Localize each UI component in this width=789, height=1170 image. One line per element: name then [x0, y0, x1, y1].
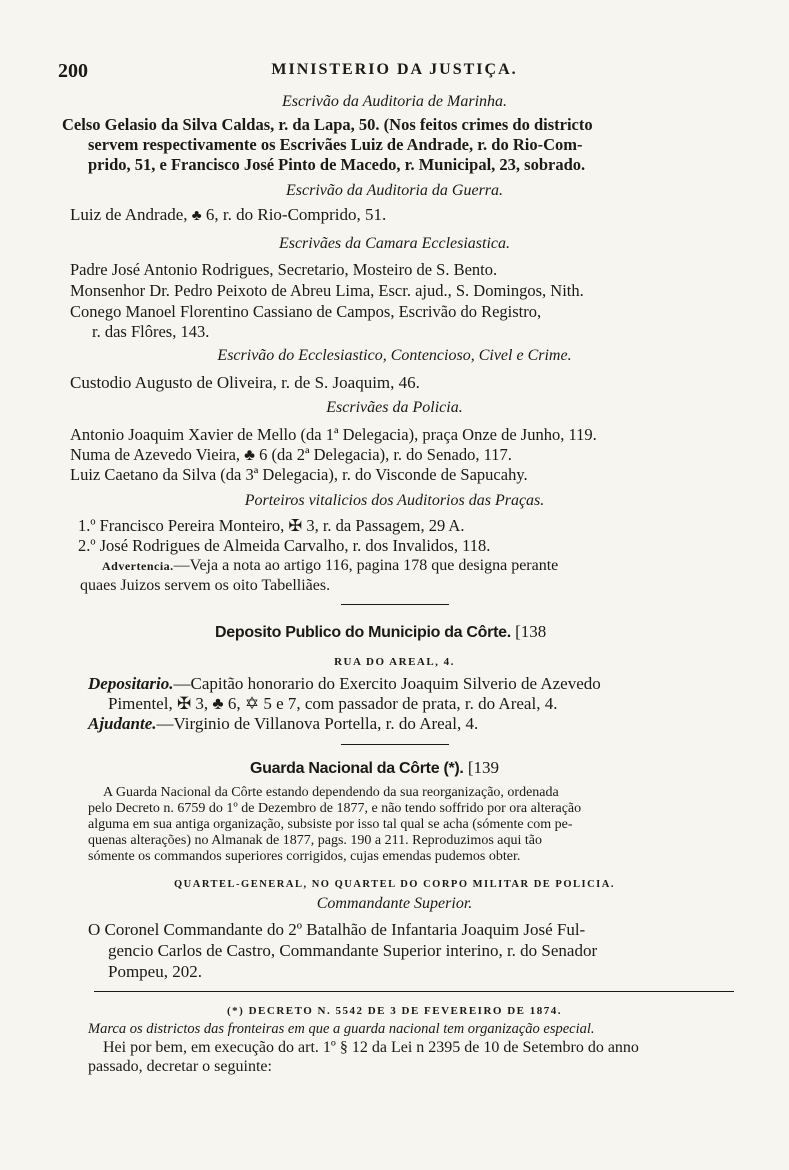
ajudante-line: [88, 714, 789, 734]
deposito-address: RUA DO AREAL, 4.: [334, 656, 455, 668]
heading-porteiros: Porteiros vitalicios dos Auditorios das Praças.: [244, 492, 545, 509]
marinha-line-1: Celso Gelasio da Silva Caldas, r. da Lapa, 50. (Nos feitos crimes do districto: [62, 115, 593, 134]
footnote-divider: [94, 991, 734, 992]
ajudante-text: —Virginio de Villanova Portella, r. do Areal, 4.: [156, 714, 479, 733]
depositario-text-1: —Capitão honorario do Exercito Joaquim Silverio de Azevedo: [173, 674, 601, 693]
advertencia-label: Advertencia.: [102, 559, 174, 573]
depositario-line-1: [88, 674, 789, 694]
guarda-para-4: quenas alterações) no Almanak de 1877, pags. 190 a 211. Reproduzimos aqui tão: [88, 833, 542, 848]
guarda-para-2: pelo Decreto n. 6759 do 1º de Dezembro de 1877, e não tendo soffrido por ora alteração: [88, 801, 582, 816]
advertencia-text-1: —Veja a nota ao artigo 116, pagina 178 que designa perante: [173, 557, 559, 574]
deposito-number: [138: [515, 622, 547, 641]
footnote-line-1: Hei por bem, em execução do art. 1º § 12 da Lei n 2395 de 10 de Setembro do anno: [103, 1039, 639, 1056]
footnote-subtitle: Marca os districtos das fronteiras em que a guarda nacional tem organização especial.: [88, 1021, 595, 1037]
heading-policia: Escrivães da Policia.: [326, 399, 463, 416]
camara-line-3: Conego Manoel Florentino Cassiano de Campos, Escrivão do Registro,: [70, 302, 542, 321]
advertencia-line-1: [102, 556, 789, 576]
divider: [341, 604, 449, 605]
depositario-line-2: Pimentel, ✠ 3, ♣ 6, ✡ 5 e 7, com passador de prata, r. do Areal, 4.: [108, 694, 558, 713]
quartel-general: QUARTEL-GENERAL, NO QUARTEL DO CORPO MILITAR DE POLICIA.: [174, 879, 615, 890]
guarda-para-5: sómente os commandos superiores corrigidos, cujas emendas pudemos obter.: [88, 849, 521, 864]
guarda-para-3: alguma em sua antiga organização, subsiste por isso tal qual se acha (sómente com pe-: [88, 817, 573, 832]
guarda-para-1: A Guarda Nacional da Côrte estando dependendo da sua reorganização, ordenada: [103, 785, 559, 800]
porteiros-line-2: 2.º José Rodrigues de Almeida Carvalho, r. dos Invalidos, 118.: [78, 536, 491, 555]
policia-line-2: Numa de Azevedo Vieira, ♣ 6 (da 2ª Delegacia), r. do Senado, 117.: [70, 445, 512, 464]
camara-line-2: Monsenhor Dr. Pedro Peixoto de Abreu Lima, Escr. ajud., S. Domingos, Nith.: [70, 281, 584, 300]
guarda-number: [139: [467, 758, 499, 777]
ecclesiastico-line: Custodio Augusto de Oliveira, r. de S. Joaquim, 46.: [70, 373, 420, 392]
camara-line-1: Padre José Antonio Rodrigues, Secretario, Mosteiro de S. Bento.: [70, 260, 498, 279]
guarda-title: Guarda Nacional da Côrte (*).: [250, 760, 464, 777]
commandante-line-3: Pompeu, 202.: [108, 962, 202, 981]
guerra-rest: 6, r. do Rio-Comprido, 51.: [205, 205, 387, 224]
footnote-decree: (*) DECRETO N. 5542 DE 3 DE FEVEREIRO DE 1874.: [227, 1005, 562, 1017]
policia-line-3: Luiz Caetano da Silva (da 3ª Delegacia), r. do Visconde de Sapucahy.: [70, 465, 528, 484]
footnote-line-2: passado, decretar o seguinte:: [88, 1058, 272, 1075]
heading-ecclesiastico: Escrivão do Ecclesiastico, Contencioso, Civel e Crime.: [217, 347, 572, 364]
page-number: 200: [58, 60, 88, 82]
divider: [341, 744, 449, 745]
camara-line-4: r. das Flôres, 143.: [92, 322, 210, 341]
guarda-title-line: [250, 758, 789, 779]
porteiros-line-1: 1.º Francisco Pereira Monteiro, ✠ 3, r. da Passagem, 29 A.: [78, 516, 465, 535]
running-title: MINISTERIO DA JUSTIÇA.: [271, 61, 518, 78]
marinha-line-2: servem respectivamente os Escrivães Luiz de Andrade, r. do Rio-Com-: [88, 135, 583, 154]
heading-marinha: Escrivão da Auditoria de Marinha.: [281, 93, 508, 110]
deposito-title: Deposito Publico do Municipio da Côrte.: [215, 624, 511, 641]
heading-camara: Escrivães da Camara Ecclesiastica.: [278, 235, 511, 252]
depositario-label: Depositario.: [88, 674, 174, 693]
heading-commandante: Commandante Superior.: [316, 895, 473, 912]
policia-line-1: Antonio Joaquim Xavier de Mello (da 1ª Delegacia), praça Onze de Junho, 119.: [70, 425, 597, 444]
commandante-line-1: O Coronel Commandante do 2º Batalhão de Infantaria Joaquim José Ful-: [88, 920, 586, 939]
deposito-title-line: [215, 622, 789, 643]
guerra-name: Luiz de Andrade,: [70, 205, 188, 224]
ajudante-label: Ajudante.: [88, 714, 157, 733]
club-icon: ♣: [191, 208, 202, 224]
guerra-line: [70, 205, 789, 226]
commandante-line-2: gencio Carlos de Castro, Commandante Superior interino, r. do Senador: [108, 941, 598, 960]
heading-guerra: Escrivão da Auditoria da Guerra.: [285, 182, 504, 199]
advertencia-line-2: quaes Juizos servem os oito Tabelliães.: [80, 577, 331, 594]
marinha-line-3: prido, 51, e Francisco José Pinto de Macedo, r. Municipal, 23, sobrado.: [88, 155, 586, 174]
